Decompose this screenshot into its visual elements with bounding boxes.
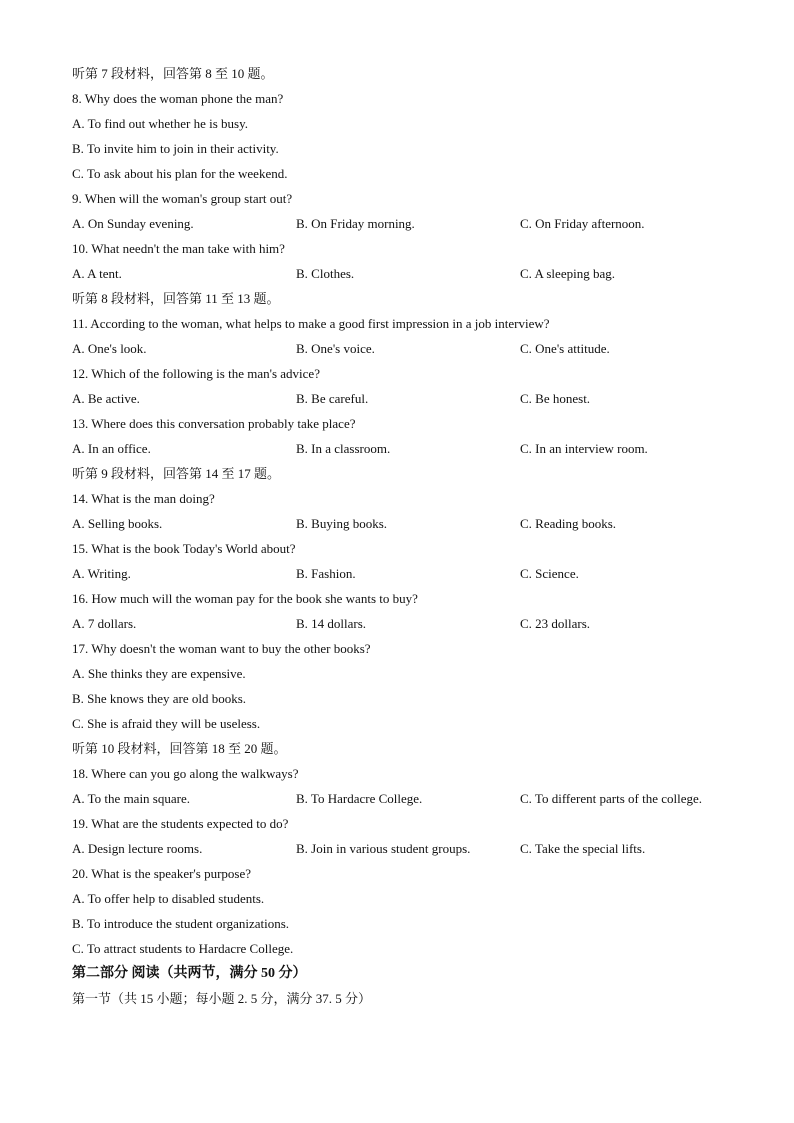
option-text: A. To offer help to disabled students. — [72, 891, 265, 906]
section-instruction: 听第 7 段材料，回答第 8 至 10 题。 — [72, 66, 274, 81]
option-text: A. She thinks they are expensive. — [72, 666, 246, 681]
option-row — [72, 336, 752, 361]
option-text: A. To find out whether he is busy. — [72, 116, 249, 131]
question-text: 12. Which of the following is the man's advice? — [72, 366, 320, 381]
option-row — [72, 386, 752, 411]
option-c: C. Reading books. — [520, 516, 617, 531]
question-text: 18. Where can you go along the walkways? — [72, 766, 299, 781]
option-c: C. On Friday afternoon. — [520, 216, 645, 231]
question-text: 19. What are the students expected to do? — [72, 816, 289, 831]
option-b: B. In a classroom. — [296, 441, 391, 456]
option-c: C. Be honest. — [520, 391, 591, 406]
question-text: 11. According to the woman, what helps to make a good first impression in a job interview? — [72, 316, 550, 331]
exam-page — [72, 61, 752, 1011]
option-row — [72, 786, 752, 811]
part-heading: 第二部分 阅读（共两节，满分 50 分） — [72, 966, 307, 981]
option-c: C. Science. — [520, 566, 579, 581]
option-b: B. To Hardacre College. — [296, 791, 423, 806]
option-a: A. One's look. — [72, 341, 147, 356]
section-instruction: 第一节（共 15 小题；每小题 2. 5 分，满分 37. 5 分） — [72, 991, 372, 1006]
option-c: C. 23 dollars. — [520, 616, 591, 631]
question-text: 17. Why doesn't the woman want to buy the other books? — [72, 641, 371, 656]
option-a: A. Writing. — [72, 566, 131, 581]
option-a: A. 7 dollars. — [72, 616, 137, 631]
option-a: A. On Sunday evening. — [72, 216, 194, 231]
option-row — [72, 211, 752, 236]
option-a: A. To the main square. — [72, 791, 190, 806]
question-text: 10. What needn't the man take with him? — [72, 241, 285, 256]
option-b: B. Buying books. — [296, 516, 388, 531]
option-text: C. She is afraid they will be useless. — [72, 716, 261, 731]
option-text: B. She knows they are old books. — [72, 691, 247, 706]
option-text: C. To attract students to Hardacre College. — [72, 941, 294, 956]
section-instruction: 听第 8 段材料，回答第 11 至 13 题。 — [72, 291, 280, 306]
question-text: 13. Where does this conversation probably take place? — [72, 416, 356, 431]
question-text: 14. What is the man doing? — [72, 491, 215, 506]
option-a: A. Be active. — [72, 391, 140, 406]
option-b: B. Fashion. — [296, 566, 356, 581]
question-text: 9. When will the woman's group start out? — [72, 191, 293, 206]
option-b: B. Join in various student groups. — [296, 841, 471, 856]
option-row — [72, 511, 752, 536]
option-c: C. In an interview room. — [520, 441, 648, 456]
option-b: B. Be careful. — [296, 391, 369, 406]
option-b: B. Clothes. — [296, 266, 355, 281]
option-text: B. To introduce the student organizations. — [72, 916, 290, 931]
section-instruction: 听第 9 段材料，回答第 14 至 17 题。 — [72, 466, 281, 481]
option-text: C. To ask about his plan for the weekend. — [72, 166, 288, 181]
option-b: B. On Friday morning. — [296, 216, 415, 231]
option-b: B. One's voice. — [296, 341, 375, 356]
option-c: C. A sleeping bag. — [520, 266, 615, 281]
option-row — [72, 611, 752, 636]
question-text: 8. Why does the woman phone the man? — [72, 91, 284, 106]
option-c: C. One's attitude. — [520, 341, 610, 356]
option-a: A. Selling books. — [72, 516, 163, 531]
option-row — [72, 561, 752, 586]
option-row — [72, 261, 752, 286]
option-text: B. To invite him to join in their activity. — [72, 141, 279, 156]
option-c: C. To different parts of the college. — [520, 791, 702, 806]
question-text: 15. What is the book Today's World about? — [72, 541, 296, 556]
option-b: B. 14 dollars. — [296, 616, 367, 631]
option-a: A. In an office. — [72, 441, 151, 456]
option-a: A. A tent. — [72, 266, 122, 281]
section-instruction: 听第 10 段材料，回答第 18 至 20 题。 — [72, 741, 287, 756]
option-c: C. Take the special lifts. — [520, 841, 646, 856]
question-text: 16. How much will the woman pay for the book she wants to buy? — [72, 591, 418, 606]
option-a: A. Design lecture rooms. — [72, 841, 203, 856]
question-text: 20. What is the speaker's purpose? — [72, 866, 251, 881]
option-row — [72, 836, 752, 861]
option-row — [72, 436, 752, 461]
